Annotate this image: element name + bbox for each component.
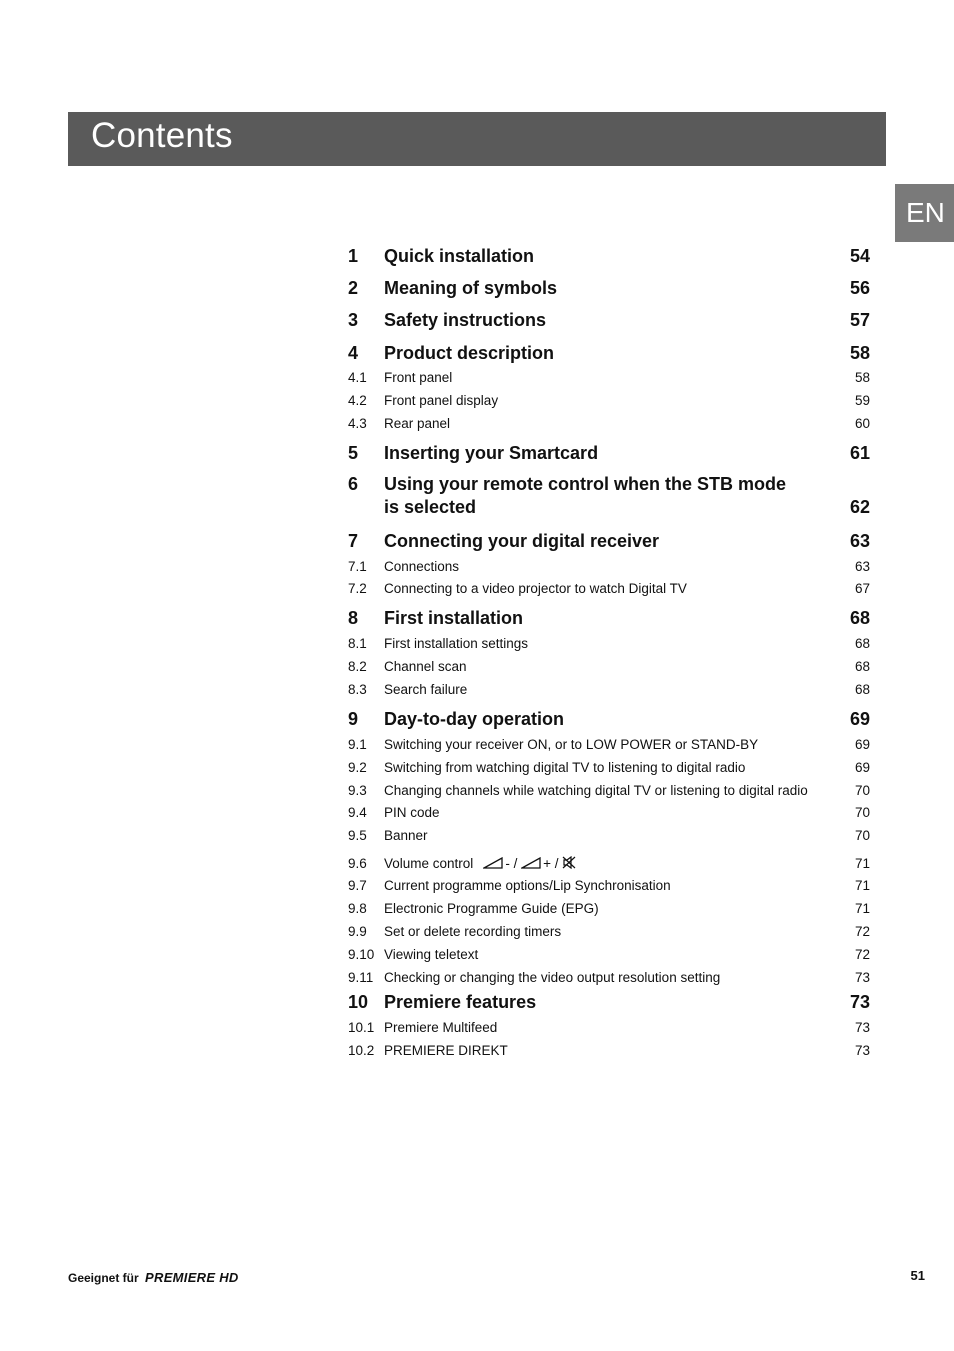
- toc-entry-number: 2: [348, 278, 359, 298]
- toc-entry-page: 60: [854, 416, 870, 431]
- toc-entry-label: Quick installation: [384, 246, 535, 266]
- toc-entry-9-1[interactable]: [348, 736, 870, 754]
- toc-entry-label: Set or delete recording timers: [384, 924, 562, 939]
- toc-entry-number: 9.3: [348, 783, 367, 798]
- toc-entry-label: Connecting your digital receiver: [384, 531, 660, 551]
- toc-entry-label: Channel scan: [384, 659, 467, 674]
- toc-entry-label-line1: Using your remote control when the STB mode: [384, 474, 787, 494]
- toc-entry-page: 72: [854, 924, 870, 939]
- toc-entry-number: 9.4: [348, 805, 367, 820]
- toc-entry-page: 68: [854, 682, 870, 697]
- toc-entry-label: Viewing teletext: [384, 947, 479, 962]
- toc-entry-page: 58: [854, 370, 870, 385]
- toc-entry-page: 68: [854, 636, 870, 651]
- toc-entry-number: 8.3: [348, 682, 367, 697]
- toc-entry-number: 9.2: [348, 760, 367, 775]
- toc-entry-9[interactable]: [348, 708, 870, 730]
- page-title: Contents: [91, 116, 233, 155]
- toc-entry-4[interactable]: [348, 342, 870, 364]
- toc-entry-number: 9.8: [348, 901, 367, 916]
- toc-entry-9-6[interactable]: [348, 855, 870, 873]
- toc-entry-4-3[interactable]: [348, 415, 870, 433]
- footer-branding: [68, 1270, 239, 1285]
- toc-entry-number: 7.2: [348, 581, 367, 596]
- toc-entry-9-9[interactable]: [348, 923, 870, 941]
- toc-entry-label: Inserting your Smartcard: [384, 443, 599, 463]
- toc-entry-label: Banner: [384, 828, 428, 843]
- toc-entry-page: 73: [854, 970, 870, 985]
- toc-entry-page: 67: [854, 581, 870, 596]
- toc-entry-number: 8: [348, 608, 359, 628]
- toc-entry-9-4[interactable]: [348, 804, 870, 822]
- toc-entry-9-10[interactable]: [348, 946, 870, 964]
- toc-entry-page: 73: [854, 1043, 870, 1058]
- toc-entry-9-3[interactable]: [348, 782, 870, 800]
- language-tab: [895, 184, 954, 242]
- toc-entry-3[interactable]: [348, 309, 870, 331]
- toc-entry-number: 7.1: [348, 559, 367, 574]
- toc-entry-label: PREMIERE DIREKT: [384, 1043, 508, 1058]
- toc-entry-label: Current programme options/Lip Synchronisation: [384, 878, 671, 893]
- toc-entry-label: Front panel: [384, 370, 453, 385]
- toc-entry-label: [384, 855, 576, 873]
- toc-entry-label: Switching your receiver ON, or to LOW POWER or STAND-BY: [384, 737, 759, 752]
- toc-entry-page: 70: [854, 805, 870, 820]
- toc-entry-number: 7: [348, 531, 359, 551]
- toc-entry-page: 71: [854, 878, 870, 893]
- toc-entry-label: Search failure: [384, 682, 468, 697]
- toc-entry-label: Meaning of symbols: [384, 278, 558, 298]
- toc-entry-1[interactable]: [348, 245, 870, 267]
- toc-entry-label: [384, 473, 786, 519]
- toc-entry-label: First installation: [384, 608, 524, 628]
- toc-entry-label: Product description: [384, 343, 555, 363]
- toc-entry-label: PIN code: [384, 805, 440, 820]
- toc-entry-9-11[interactable]: [348, 969, 870, 987]
- toc-entry-10[interactable]: [348, 991, 870, 1013]
- toc-entry-9-8[interactable]: [348, 900, 870, 918]
- page-number: 51: [910, 1268, 925, 1283]
- toc-entry-page: 69: [849, 709, 870, 729]
- toc-entry-number: 9.10: [348, 947, 375, 962]
- toc-entry-page: 70: [854, 783, 870, 798]
- toc-entry-10-1[interactable]: [348, 1019, 870, 1037]
- toc-entry-number: 4: [348, 343, 359, 363]
- toc-entry-page: 69: [854, 737, 870, 752]
- toc-entry-label: Electronic Programme Guide (EPG): [384, 901, 599, 916]
- toc-entry-page: 69: [854, 760, 870, 775]
- language-tab-label: EN: [906, 197, 945, 228]
- toc-entry-number: 9.5: [348, 828, 367, 843]
- toc-entry-label: Premiere features: [384, 992, 537, 1012]
- toc-entry-number: 8.1: [348, 636, 367, 651]
- table-of-contents: [348, 0, 870, 1100]
- toc-entry-number: 3: [348, 310, 359, 330]
- toc-entry-number: 9.6: [348, 856, 367, 871]
- premiere-hd-logo: PREMIERE HD: [145, 1270, 239, 1285]
- toc-entry-page: 59: [854, 393, 870, 408]
- toc-entry-label: Switching from watching digital TV to listening to digital radio: [384, 760, 746, 775]
- toc-entry-number: 9.11: [348, 970, 374, 985]
- toc-entry-page: 62: [849, 497, 870, 517]
- toc-entry-7-1[interactable]: [348, 558, 870, 576]
- toc-entry-2[interactable]: [348, 277, 870, 299]
- toc-entry-page: 73: [849, 992, 870, 1012]
- toc-entry-number: 8.2: [348, 659, 367, 674]
- toc-entry-page: 70: [854, 828, 870, 843]
- toc-entry-8-2[interactable]: [348, 658, 870, 676]
- toc-entry-number: 1: [348, 246, 359, 266]
- toc-entry-label: First installation settings: [384, 636, 529, 651]
- mute-icon: [562, 856, 576, 869]
- toc-entry-10-2[interactable]: [348, 1042, 870, 1060]
- toc-entry-page: 54: [849, 246, 870, 266]
- toc-entry-page: 56: [849, 278, 870, 298]
- volume-plus-symbol: +: [543, 856, 551, 872]
- volume-icon: [483, 857, 505, 869]
- toc-entry-label: Connecting to a video projector to watch Digital TV: [384, 581, 687, 596]
- volume-separator: /: [513, 856, 518, 872]
- toc-entry-page: 61: [849, 443, 870, 463]
- footer-suitable-text: Geeignet für: [68, 1271, 139, 1285]
- toc-entry-number: 9.9: [348, 924, 367, 939]
- toc-entry-label: Day-to-day operation: [384, 709, 565, 729]
- toc-entry-number: 4.2: [348, 393, 367, 408]
- toc-entry-9-5[interactable]: [348, 827, 870, 845]
- toc-entry-number: 4.1: [348, 370, 367, 385]
- toc-entry-label: Changing channels while watching digital TV or listening to digital radio: [384, 783, 808, 798]
- toc-entry-label-text: Volume control: [384, 856, 474, 871]
- toc-entry-8-3[interactable]: [348, 681, 870, 699]
- toc-entry-number: 10.1: [348, 1020, 375, 1035]
- toc-entry-label: Premiere Multifeed: [384, 1020, 498, 1035]
- toc-entry-page: 58: [849, 343, 870, 363]
- volume-symbols: [477, 855, 576, 873]
- toc-entry-page: 57: [849, 310, 870, 330]
- toc-entry-4-1[interactable]: [348, 369, 870, 387]
- toc-entry-9-2[interactable]: [348, 759, 870, 777]
- toc-entry-page: 73: [854, 1020, 870, 1035]
- toc-entry-6[interactable]: [348, 473, 870, 519]
- toc-entry-page: 71: [854, 856, 870, 871]
- toc-entry-7-2[interactable]: [348, 580, 870, 598]
- toc-entry-page: 71: [854, 901, 870, 916]
- toc-entry-4-2[interactable]: [348, 392, 870, 410]
- toc-entry-number: 9.7: [348, 878, 367, 893]
- volume-icon: [521, 857, 543, 869]
- volume-separator: /: [554, 856, 559, 872]
- toc-entry-number: 9.1: [348, 737, 367, 752]
- toc-entry-label: Front panel display: [384, 393, 499, 408]
- toc-entry-number: 4.3: [348, 416, 367, 431]
- toc-entry-8-1[interactable]: [348, 635, 870, 653]
- toc-entry-page: 72: [854, 947, 870, 962]
- toc-entry-number: 10.2: [348, 1043, 375, 1058]
- toc-entry-label-line2: is selected: [384, 497, 477, 517]
- toc-entry-page: 68: [849, 608, 870, 628]
- toc-entry-label: Connections: [384, 559, 460, 574]
- toc-entry-number: 10: [348, 992, 369, 1012]
- toc-entry-number: 5: [348, 443, 359, 463]
- toc-entry-label: Safety instructions: [384, 310, 547, 330]
- volume-minus-symbol: -: [505, 856, 510, 872]
- toc-entry-number: 6: [348, 474, 359, 494]
- toc-entry-page: 63: [849, 531, 870, 551]
- toc-entry-number: 9: [348, 709, 359, 729]
- toc-entry-label: Rear panel: [384, 416, 451, 431]
- toc-entry-page: 68: [854, 659, 870, 674]
- toc-entry-9-7[interactable]: [348, 877, 870, 895]
- toc-entry-label: Checking or changing the video output resolution setting: [384, 970, 721, 985]
- toc-entry-7[interactable]: [348, 530, 870, 552]
- toc-entry-page: 63: [854, 559, 870, 574]
- toc-entry-8[interactable]: [348, 607, 870, 629]
- toc-entry-5[interactable]: [348, 442, 870, 464]
